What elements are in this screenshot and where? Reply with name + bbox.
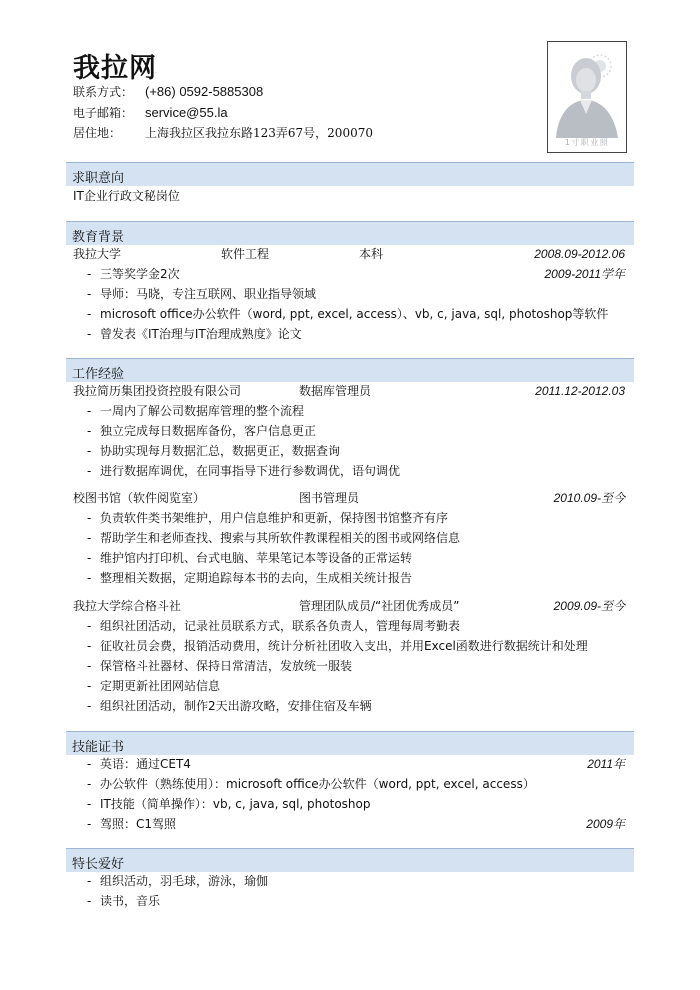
phone-label: 联系方式： bbox=[73, 85, 134, 99]
list-item: - 协助实现每月数据汇总，数据更正，数据查询 bbox=[87, 444, 341, 458]
photo-caption: 1寸职业照 bbox=[564, 138, 610, 147]
list-item: - 办公软件（熟练使用）：microsoft office办公软件（word, ppt, excel, access） bbox=[87, 777, 535, 791]
job-role: 管理团队成员/“社团优秀成员” bbox=[299, 599, 460, 613]
list-item: - 维护馆内打印机、台式电脑、苹果笔记本等设备的正常运转 bbox=[87, 551, 413, 565]
section-title: 技能证书 bbox=[72, 740, 125, 755]
list-item: - 组织社团活动，制作2天出游攻略，安排住宿及车辆 bbox=[87, 699, 372, 713]
person-silhouette-icon bbox=[548, 42, 626, 138]
list-item: - 组织活动，羽毛球，游泳，瑜伽 bbox=[87, 874, 269, 888]
major: 软件工程 bbox=[221, 247, 270, 261]
section-education bbox=[66, 221, 634, 245]
section-objective bbox=[66, 162, 634, 186]
company-name: 我拉简历集团投资控股有限公司 bbox=[73, 384, 242, 398]
job-entry bbox=[73, 489, 625, 507]
list-item: - IT技能（简单操作）：vb, c, java, sql, photoshop bbox=[87, 797, 371, 811]
entry-date: 2010.09-至今 bbox=[553, 491, 625, 505]
list-item: - 帮助学生和老师查找、搜索与其所软件教课程相关的图书或网络信息 bbox=[87, 531, 461, 545]
email-label: 电子邮箱： bbox=[73, 106, 134, 120]
list-item: - 征收社员会费，报销活动费用，统计分析社团收入支出，并用Excel函数进行数据统计和处理 bbox=[87, 639, 588, 653]
section-title: 特长爱好 bbox=[72, 857, 125, 872]
list-item: - 读书，音乐 bbox=[87, 894, 161, 908]
objective-text: IT企业行政文秘岗位 bbox=[73, 189, 180, 203]
list-item: - 定期更新社团网站信息 bbox=[87, 679, 221, 693]
phone-value: (+86) 0592-5885308 bbox=[145, 84, 264, 99]
list-item: - 进行数据库调优，在同事指导下进行参数调优，语句调优 bbox=[87, 464, 401, 478]
section-title: 工作经验 bbox=[72, 367, 125, 382]
resume-name: 我拉网 bbox=[73, 53, 157, 84]
profile-photo bbox=[547, 41, 627, 153]
list-item: - 一周内了解公司数据库管理的整个流程 bbox=[87, 404, 305, 418]
job-entry bbox=[73, 382, 625, 400]
job-role: 数据库管理员 bbox=[299, 384, 372, 398]
entry-date: 2008.09-2012.06 bbox=[534, 247, 625, 261]
section-work bbox=[66, 358, 634, 382]
school-name: 我拉大学 bbox=[73, 247, 122, 261]
phone-line bbox=[73, 84, 263, 100]
entry-date: 2011.12-2012.03 bbox=[535, 384, 625, 398]
list-item: - 导师：马晓，专注互联网、职业指导领域 bbox=[87, 287, 317, 301]
address-line bbox=[73, 125, 373, 141]
list-item: - 驾照：C1驾照 2009年 bbox=[87, 817, 625, 831]
section-hobbies bbox=[66, 848, 634, 872]
list-item: - 保管格斗社器材、保持日常清洁，发放统一服装 bbox=[87, 659, 353, 673]
entry-date: 2009.09-至今 bbox=[553, 599, 625, 613]
address-value: 上海我拉区我拉东路123弄67号，200070 bbox=[145, 126, 373, 140]
company-name: 校图书馆（软件阅览室） bbox=[73, 491, 206, 505]
list-item: - 组织社团活动，记录社员联系方式，联系各负责人，管理每周考勤表 bbox=[87, 619, 461, 633]
list-item: - 英语：通过CET4 2011年 bbox=[87, 757, 625, 771]
job-entry bbox=[73, 597, 625, 615]
email-line bbox=[73, 105, 228, 121]
job-role: 图书管理员 bbox=[299, 491, 360, 505]
section-title: 求职意向 bbox=[72, 171, 125, 186]
list-item: - 三等奖学金2次 2009-2011学年 bbox=[87, 267, 625, 281]
list-item: - 整理相关数据，定期追踪每本书的去向，生成相关统计报告 bbox=[87, 571, 413, 585]
degree: 本科 bbox=[359, 247, 384, 261]
email-value: service@55.la bbox=[145, 105, 228, 120]
section-title: 教育背景 bbox=[72, 230, 125, 245]
list-item: - microsoft office办公软件（word, ppt, excel, access）、vb, c, java, sql, photoshop等软件 bbox=[87, 307, 609, 321]
section-skills bbox=[66, 731, 634, 755]
education-entry bbox=[73, 245, 625, 263]
address-label: 居住地： bbox=[73, 126, 122, 140]
list-item: - 负责软件类书架维护，用户信息维护和更新，保持图书馆整齐有序 bbox=[87, 511, 449, 525]
company-name: 我拉大学综合格斗社 bbox=[73, 599, 182, 613]
list-item: - 独立完成每日数据库备份，客户信息更正 bbox=[87, 424, 317, 438]
list-item: - 曾发表《IT治理与IT治理成熟度》论文 bbox=[87, 327, 302, 341]
